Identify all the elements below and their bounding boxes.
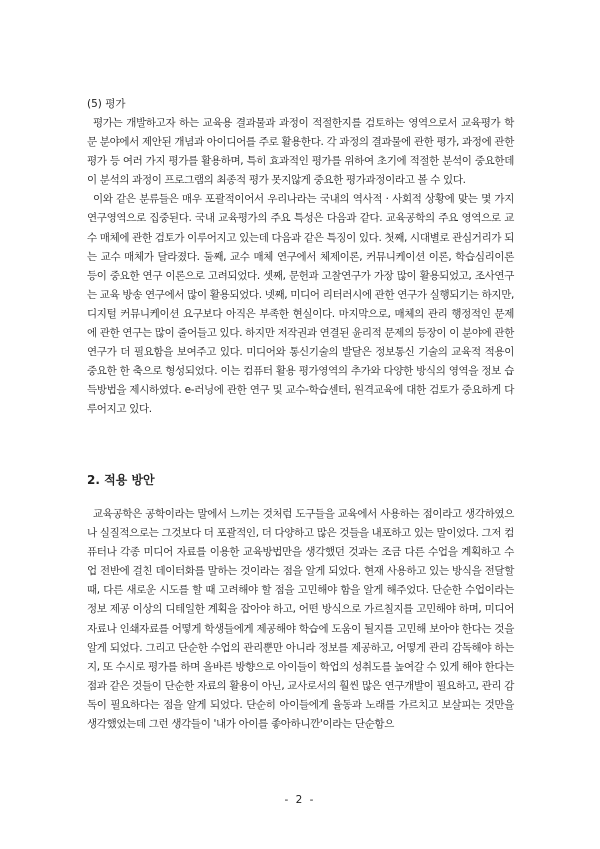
paragraph-evaluation-domestic: 이와 같은 분류들은 매우 포괄적이어서 우리나라는 국내의 역사적 · 사회적 상황에 맞는 몇 가지 연구영역으로 집중된다. 국내 교육평가의 주요 특성은 다음과 같다. 교육공학의 주요 영역으로 교수 매체에 관한 검토가 이루어지고 있는데 다음과 같은 특징이 있다. 첫째, 시대별로 관심거리가 되는 교수 매체가 달라졌다. 둘째, 교수 매체 연구에서 체제이론, 커뮤니케이션 이론, 학습심리이론 등이 중요한 연구 이론으로 고려되었다. 셋째, 문헌과 고찰연구가 가장 많이 활용되었고, 조사연구는 교육 방송 연구에서 많이 활용되었다. 넷째, 미디어 리터러시에 관한 연구가 실행되기는 하지만, 디지털 커뮤니케이션 요구보다 아직은 부족한 현실이다. 마지막으로, 매체의 관리 행정적인 문제에 관한 연구는 많이 줄어들고 있다. 하지만 저작권과 연결된 윤리적 문제의 등장이 이 분야에 관한 연구가 더 필요함을 보여주고 있다. 미디어와 통신기술의 발달은 정보통신 기술의 교육적 적용이 중요한 한 축으로 형성되었다. 이는 컴퓨터 활용 평가영역의 추가와 다양한 방식의 영역을 정보 습득방법을 제시하였다. e-러닝에 관한 연구 및 교수-학습센터, 원격교육에 대한 검토가 중요하게 다루어지고 있다. bbox=[87, 193, 514, 416]
application-section bbox=[87, 505, 514, 734]
paragraph-application: 교육공학은 공학이라는 말에서 느끼는 것처럼 도구들을 교육에서 사용하는 점이라고 생각하였으나 실질적으로는 그것보다 더 포괄적인, 더 다양하고 많은 것들을 내포하고 있는 말이었다. 그저 컴퓨터나 각종 미디어 자료를 이용한 교육방법만을 생각했던 것과는 조금 다른 수업을 계획하고 수업 전반에 걸친 데이터화를 말하는 것이라는 점을 알게 되었다. 현재 사용하고 있는 방식을 전달할 때, 다른 새로운 시도를 할 때 고려해야 할 점을 고민해야 함을 알게 해주었다. 단순한 수업이라는 정보 제공 이상의 디테일한 계획을 잡아야 하고, 어떤 방식으로 가르칠지를 고민해야 하며, 미디어 자료나 인쇄자료를 어떻게 학생들에게 제공해야 학습에 도움이 될지를 고민해 보아야 한다는 것을 알게 되었다. 그리고 단순한 수업의 관리뿐만 아니라 정보를 제공하고, 어떻게 관리 감독해야 하는지, 또 수시로 평가를 하며 올바른 방향으로 아이들이 학업의 성취도를 높여갈 수 있게 해야 한다는 점과 같은 것들이 단순한 자료의 활용이 아닌, 교사로서의 훨씬 많은 연구개발이 필요하고, 관리 감독이 필요하다는 점을 알게 되었다. 단순히 아이들에게 율동과 노래를 가르치고 보살피는 것만을 생각했었는데 그런 생각들이 '내가 아이를 좋아하니깐'이라는 단순함으 bbox=[87, 508, 514, 731]
section-heading: 2. 적용 방안 bbox=[87, 473, 155, 487]
page-number: - 2 - bbox=[284, 794, 316, 806]
evaluation-section bbox=[87, 95, 514, 420]
paragraph-evaluation-definition: 평가는 개발하고자 하는 교육용 결과물과 과정이 적절한지를 검토하는 영역으로서 교육평가 학문 분야에서 제안된 개념과 아이디어를 주로 활용한다. 각 과정의 결과물에 관한 평가, 과정에 관한 평가 등 여러 가지 평가를 활용하며, 특히 효과적인 평가를 위하여 초기에 적절한 분석이 중요한데 이 분석의 과정이 프로그램의 최종적 평가 못지않게 중요한 평가과정이라고 볼 수 있다. bbox=[87, 117, 514, 187]
subsection-heading: (5) 평가 bbox=[87, 98, 126, 110]
